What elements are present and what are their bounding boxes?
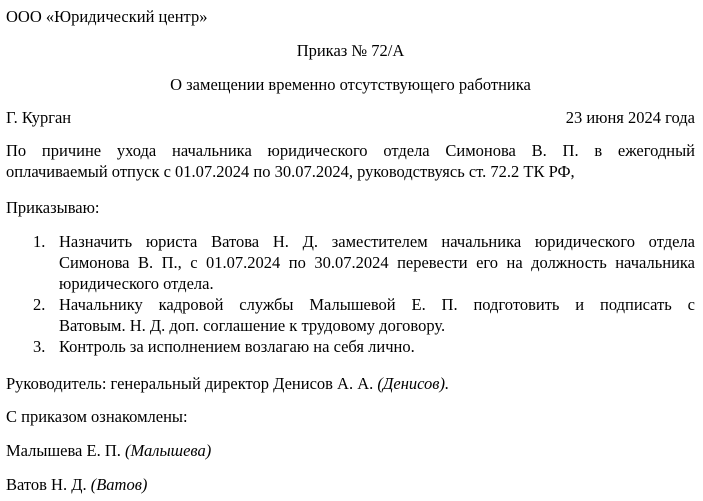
city: Г. Курган: [6, 108, 72, 127]
item-line: Симонова В. П., с 01.07.2024 по 30.07.2024 перевести его на должность начальника: [59, 253, 695, 272]
item-number: 1.: [33, 232, 46, 251]
head-label: Руководитель: генеральный директор Денисов А. А.: [6, 374, 374, 393]
item-number: 3.: [33, 337, 46, 356]
order-item: [6, 336, 695, 357]
organization-name: ООО «Юридический центр»: [6, 7, 208, 26]
employee-signature: (Ватов): [90, 475, 148, 494]
employee-name: Ватов Н. Д.: [6, 475, 87, 494]
item-line: Ватовым. Н. Д. доп. соглашение к трудовому договору.: [59, 316, 446, 335]
head-signature: (Денисов).: [377, 374, 450, 393]
employee-signature: (Малышева): [125, 441, 212, 460]
order-item: [6, 294, 695, 336]
preamble-line: оплачиваемый отпуск с 01.07.2024 по 30.07.2024, руководствуясь ст. 72.2 ТК РФ,: [6, 162, 575, 181]
order-items-list: [6, 231, 695, 357]
preamble-line: По причине ухода начальника юридического отдела Симонова В. П. в ежегодный: [6, 141, 695, 160]
employee-row: [6, 440, 695, 461]
preamble: [6, 140, 695, 182]
employee-row: [6, 474, 695, 495]
acquainted-label: С приказом ознакомлены:: [6, 407, 188, 426]
order-subject: О замещении временно отсутствующего работника: [170, 75, 531, 94]
order-item: [6, 231, 695, 294]
item-number: 2.: [33, 295, 46, 314]
head-signature-row: [6, 373, 695, 394]
order-date: 23 июня 2024 года: [565, 108, 695, 127]
place-date-row: [6, 107, 695, 128]
item-line: юридического отдела.: [59, 274, 214, 293]
item-line: Назначить юриста Ватова Н. Д. заместителем начальника юридического отдела: [59, 232, 695, 251]
item-line: Начальнику кадровой службы Малышевой Е. П. подготовить и подписать с: [59, 295, 695, 314]
item-line: Контроль за исполнением возлагаю на себя лично.: [59, 337, 415, 356]
order-title: Приказ № 72/А: [296, 41, 405, 60]
order-word: Приказываю:: [6, 198, 100, 217]
employee-name: Малышева Е. П.: [6, 441, 121, 460]
